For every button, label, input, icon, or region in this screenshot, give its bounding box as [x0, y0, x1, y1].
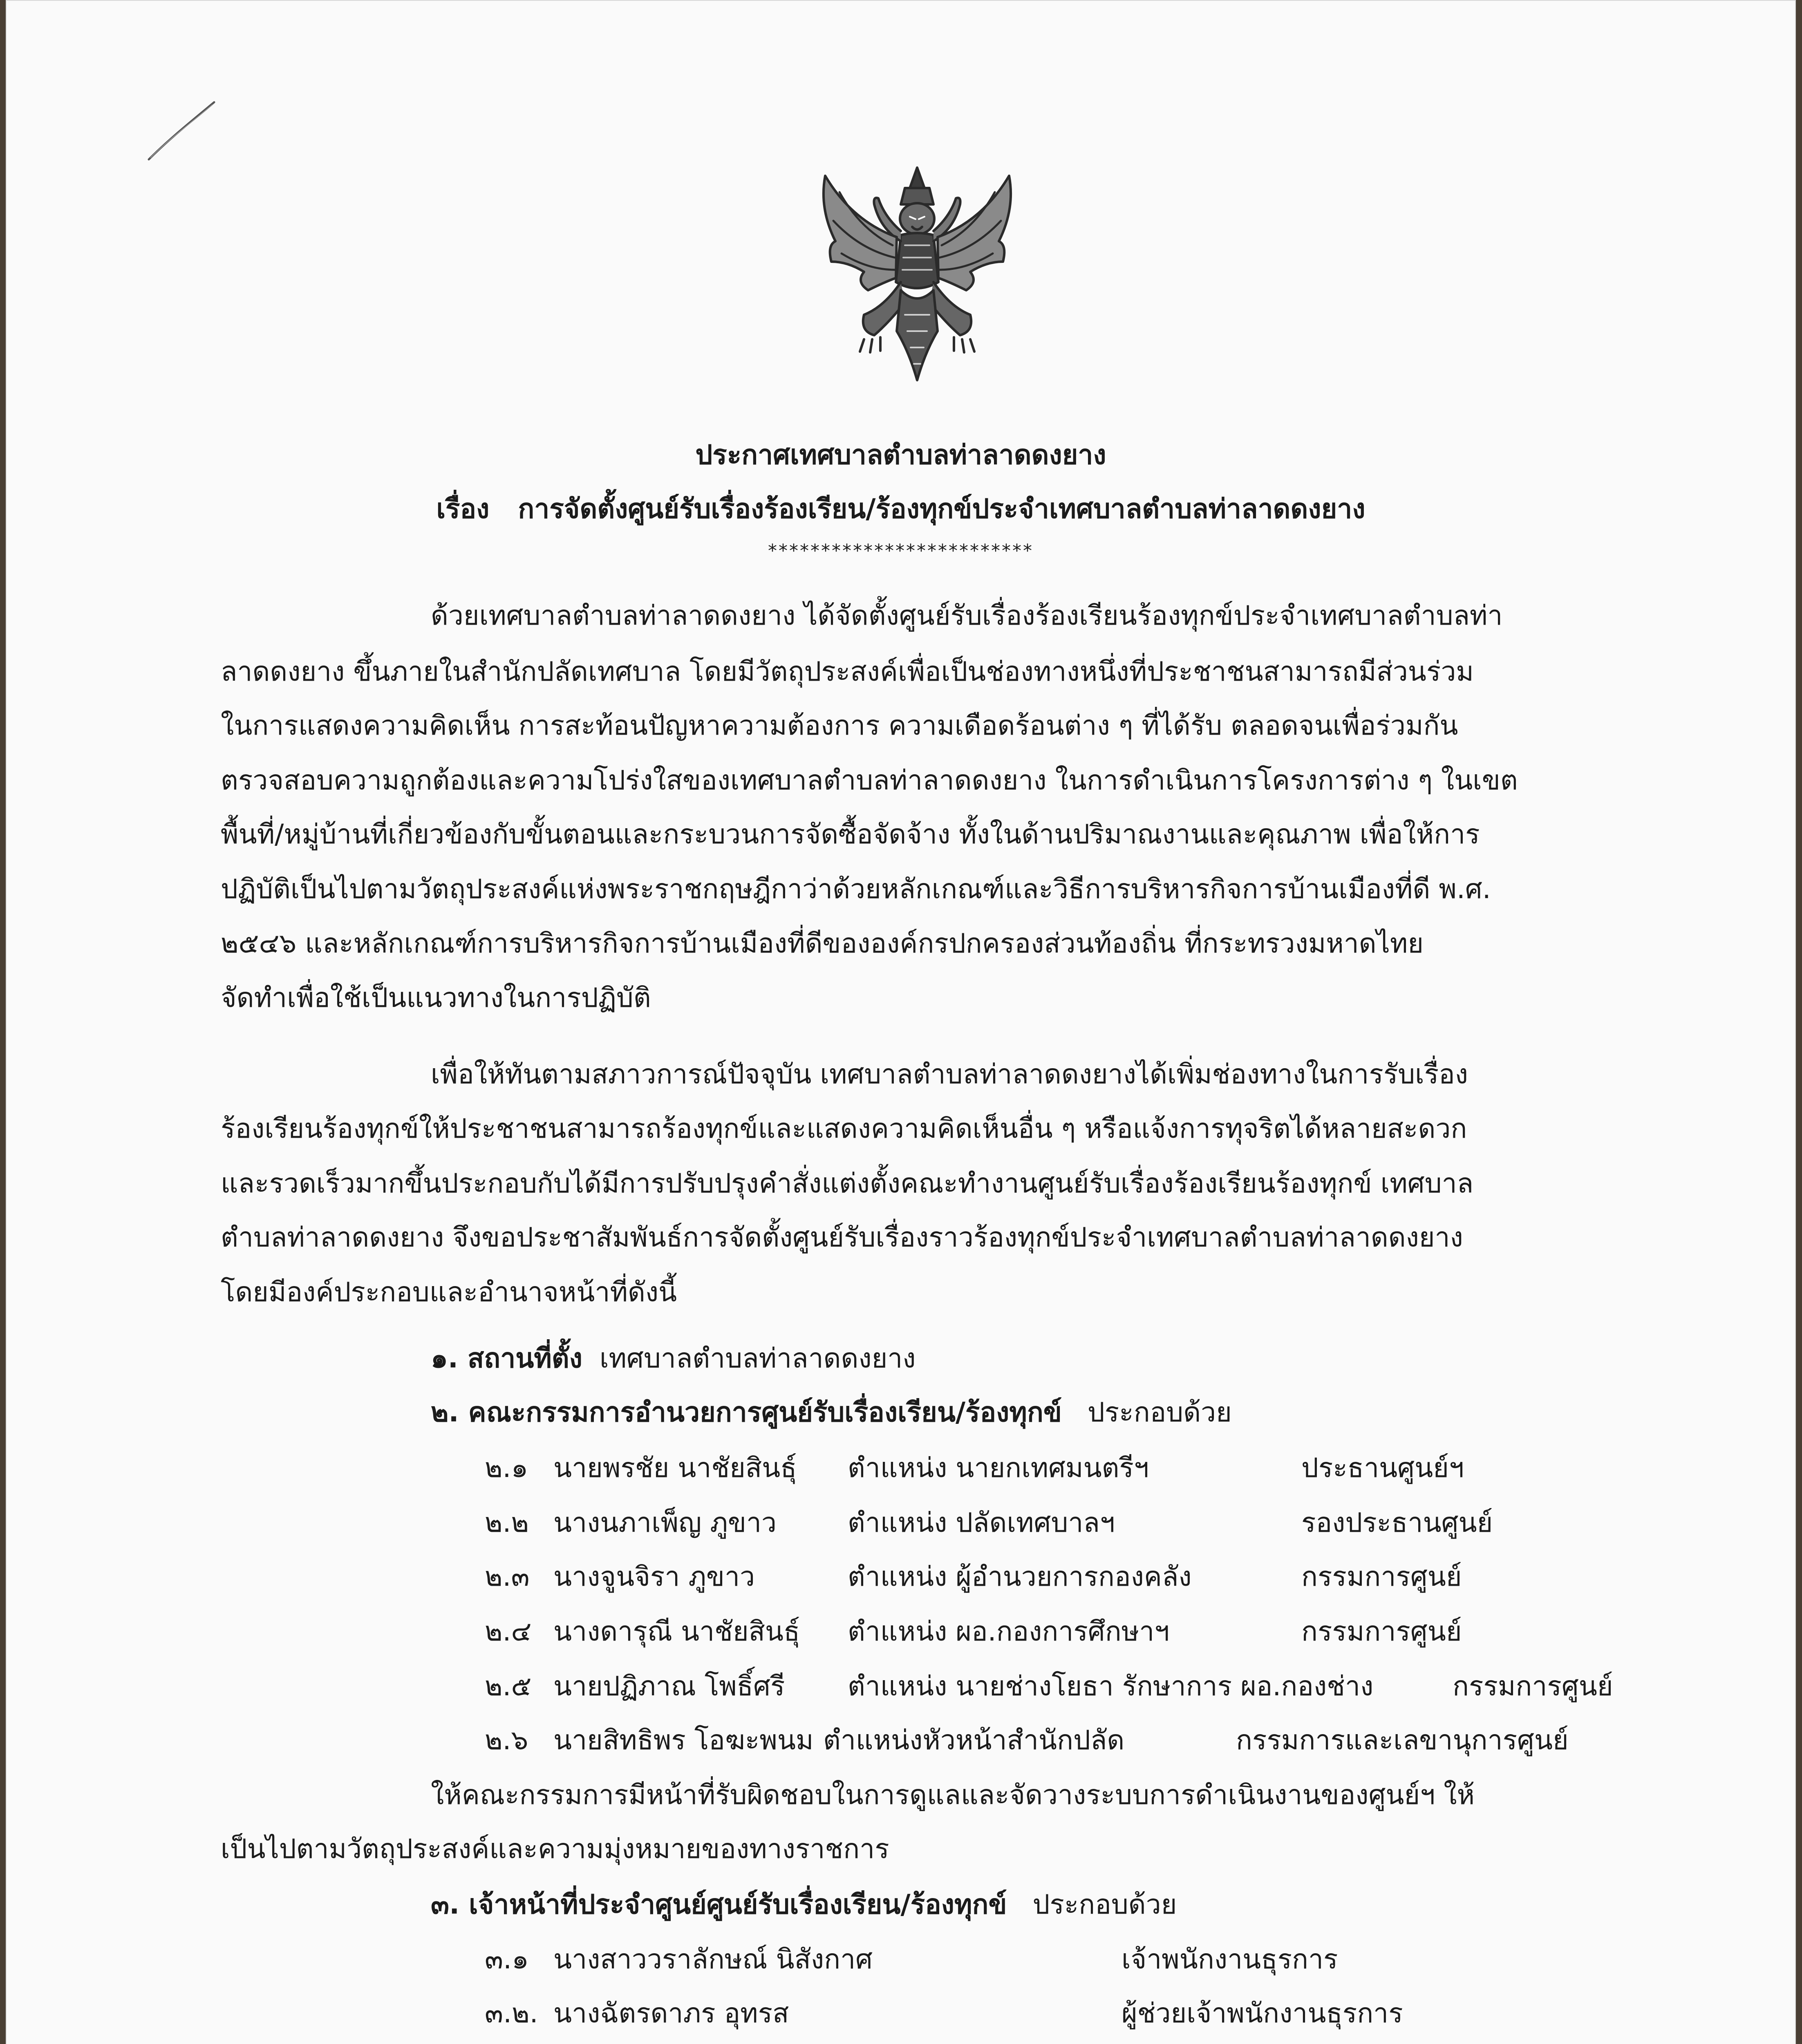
member-role: กรรมการศูนย์ [1301, 1561, 1462, 1592]
paragraph-line: พื้นที่/หมู่บ้านที่เกี่ยวข้องกับขั้นตอนและกระบวนการจัดซื้อจัดจ้าง ทั้งในด้านปริมาณงานและคุณภาพ เพื่อให้การ [221, 818, 1480, 850]
paragraph-line: ด้วยเทศบาลตำบลท่าลาดดงยาง ได้จัดตั้งศูนย์รับเรื่องร้องเรียนร้องทุกข์ประจำเทศบาลตำบลท่า [431, 600, 1503, 631]
committee-duty-line: ให้คณะกรรมการมีหน้าที่รับผิดชอบในการดูแลและจัดวางระบบการดำเนินงานของศูนย์ฯ ให้ [431, 1779, 1475, 1811]
member-role: กรรมการศูนย์ [1301, 1616, 1462, 1647]
member-position: ตำแหน่ง นายกเทศมนตรีฯ [848, 1452, 1149, 1484]
paragraph-line: โดยมีองค์ประกอบและอำนาจหน้าที่ดังนี้ [221, 1276, 677, 1308]
member-name: นายสิทธิพร โอฆะพนม [553, 1724, 814, 1756]
member-no: ๒.๖ [485, 1724, 528, 1756]
member-name: นางนภาเพ็ญ ภูขาว [553, 1507, 777, 1538]
section-staff-heading [431, 1891, 1177, 1918]
member-name: นางจูนจิรา ภูขาว [553, 1561, 755, 1592]
member-role: รองประธานศูนย์ [1301, 1507, 1493, 1538]
section-staff-suffix: ประกอบด้วย [1032, 1889, 1177, 1920]
announcement-subject [6, 487, 1796, 530]
document-page [6, 0, 1796, 2044]
member-no: ๒.๔ [485, 1616, 532, 1647]
paragraph-line: ๒๕๔๖ และหลักเกณฑ์การบริหารกิจการบ้านเมืองที่ดีขององค์กรปกครองส่วนท้องถิ่น ที่กระทรวงมหาดไทย [221, 928, 1424, 959]
section-committee-heading [431, 1396, 1232, 1428]
staff-no: ๓.๒. [485, 1997, 538, 2029]
paragraph-line: ตำบลท่าลาดดงยาง จึงขอประชาสัมพันธ์การจัดตั้งศูนย์รับเรื่องราวร้องทุกข์ประจำเทศบาลตำบลท่าลาดดงยาง [221, 1221, 1463, 1253]
section-committee-suffix: ประกอบด้วย [1087, 1396, 1232, 1428]
member-position: ตำแหน่ง ผอ.กองการศึกษาฯ [848, 1616, 1170, 1647]
member-role: กรรมการและเลขานุการศูนย์ [1236, 1724, 1569, 1756]
paragraph-line: ร้องเรียนร้องทุกข์ให้ประชาชนสามารถร้องทุกข์และแสดงความคิดเห็นอื่น ๆ หรือแจ้งการทุจริตได้หลายสะดวก [221, 1113, 1467, 1144]
paragraph-line: ตรวจสอบความถูกต้องและความโปร่งใสของเทศบาลตำบลท่าลาดดงยาง ในการดำเนินการโครงการต่าง ๆ ในเขต [221, 764, 1518, 796]
member-position: ตำแหน่งหัวหน้าสำนักปลัด [823, 1724, 1125, 1756]
section-location-value: เทศบาลตำบลท่าลาดดงยาง [599, 1342, 916, 1374]
section-location-label: ๑. สถานที่ตั้ง [431, 1342, 582, 1374]
committee-duty-line: เป็นไปตามวัตถุประสงค์และความมุ่งหมายของทางราชการ [221, 1833, 889, 1865]
paragraph-line: ปฏิบัติเป็นไปตามวัตถุประสงค์แห่งพระราชกฤษฎีกาว่าด้วยหลักเกณฑ์และวิธีการบริหารกิจการบ้านเมืองที่ดี พ.ศ. [221, 873, 1491, 905]
separator-stars: ************************* [768, 540, 1034, 561]
subject-label: เรื่อง [436, 493, 490, 524]
staff-no: ๓.๑ [485, 1943, 529, 1975]
staff-role: เจ้าพนักงานธุรการ [1121, 1943, 1338, 1975]
member-position: ตำแหน่ง นายช่างโยธา รักษาการ ผอ.กองช่าง [848, 1670, 1374, 1702]
member-name: นางดารุณี นาชัยสินธุ์ [553, 1616, 800, 1647]
paragraph-line: และรวดเร็วมากขึ้นประกอบกับได้มีการปรับปรุงคำสั่งแต่งตั้งคณะทำงานศูนย์รับเรื่องร้องเรียนร้องทุกข์ เทศบาล [221, 1168, 1474, 1199]
member-position: ตำแหน่ง ผู้อำนวยการกองคลัง [848, 1561, 1192, 1592]
announcement-title: ประกาศเทศบาลตำบลท่าลาดดงยาง [695, 439, 1106, 471]
paragraph-line: เพื่อให้ทันตามสภาวการณ์ปัจจุบัน เทศบาลตำบลท่าลาดดงยางได้เพิ่มช่องทางในการรับเรื่อง [431, 1058, 1468, 1090]
member-no: ๒.๕ [485, 1670, 532, 1702]
section-staff-label: ๓. เจ้าหน้าที่ประจำศูนย์ศูนย์รับเรื่องเรียน/ร้องทุกข์ [431, 1889, 1007, 1920]
paragraph-line: ในการแสดงความคิดเห็น การสะท้อนปัญหาความต้องการ ความเดือดร้อนต่าง ๆ ที่ได้รับ ตลอดจนเพื่อร่วมกัน [221, 710, 1458, 741]
paragraph-line: ลาดดงยาง ขึ้นภายในสำนักปลัดเทศบาล โดยมีวัตถุประสงค์เพื่อเป็นช่องทางหนึ่งที่ประชาชนสามารถมีส่วนร่วม [221, 656, 1474, 687]
member-position: ตำแหน่ง ปลัดเทศบาลฯ [848, 1507, 1115, 1538]
member-no: ๒.๒ [485, 1507, 529, 1538]
section-location [431, 1342, 916, 1374]
subject-text: การจัดตั้งศูนย์รับเรื่องร้องเรียน/ร้องทุกข์ประจำเทศบาลตำบลท่าลาดดงยาง [518, 493, 1365, 524]
member-no: ๒.๑ [485, 1452, 528, 1484]
paragraph-line: จัดทำเพื่อใช้เป็นแนวทางในการปฏิบัติ [221, 982, 651, 1013]
member-no: ๒.๓ [485, 1561, 530, 1592]
member-name: นายปฏิภาณ โพธิ์ศรี [553, 1670, 785, 1702]
pen-stroke-mark [145, 98, 218, 164]
member-name: นายพรชัย นาชัยสินธุ์ [553, 1452, 797, 1484]
member-role: กรรมการศูนย์ [1453, 1670, 1613, 1702]
staff-name: นางสาววราลักษณ์ นิสังกาศ [553, 1943, 873, 1975]
garuda-emblem [803, 159, 1032, 388]
section-committee-label: ๒. คณะกรรมการอำนวยการศูนย์รับเรื่องเรียน/ร้องทุกข์ [431, 1396, 1062, 1428]
staff-name: นางฉัตรดาภร อุทรส [553, 1997, 789, 2029]
staff-role: ผู้ช่วยเจ้าพนักงานธุรการ [1121, 1997, 1403, 2029]
member-role: ประธานศูนย์ฯ [1301, 1452, 1464, 1484]
